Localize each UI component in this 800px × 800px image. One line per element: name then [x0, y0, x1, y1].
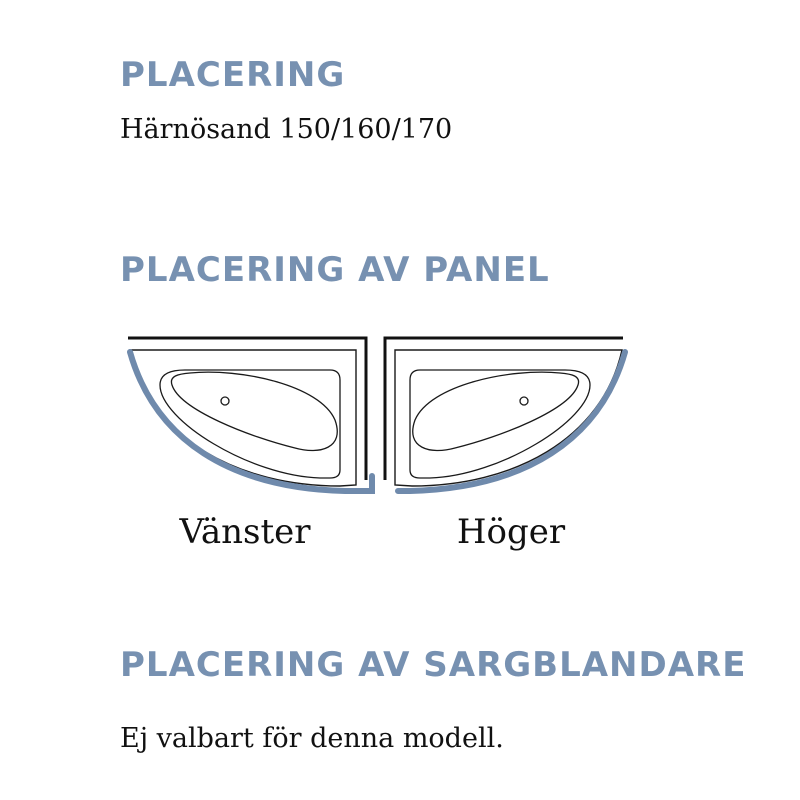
left-tub-basin [160, 370, 340, 478]
mixer-heading: PLACERING AV SARGBLANDARE [120, 645, 747, 685]
left-tub-diagram [128, 338, 372, 491]
right-tub-bowl [413, 372, 579, 450]
right-tub-basin [410, 370, 590, 478]
panel-heading: PLACERING AV PANEL [120, 250, 550, 290]
model-name: Härnösand 150/160/170 [120, 114, 453, 145]
right-tub-panel [398, 352, 625, 491]
left-option-label: Vänster [179, 512, 311, 552]
mixer-note: Ej valbart för denna modell. [120, 723, 504, 754]
left-tub-wall [128, 338, 366, 480]
right-tub-diagram [385, 338, 625, 491]
placement-heading: PLACERING [120, 55, 346, 95]
right-option-label: Höger [456, 512, 566, 552]
left-tub-drain [221, 397, 229, 405]
panel-diagrams [0, 320, 800, 510]
left-tub-bowl [171, 372, 337, 450]
right-tub-drain [520, 397, 528, 405]
right-tub-wall [385, 338, 623, 480]
